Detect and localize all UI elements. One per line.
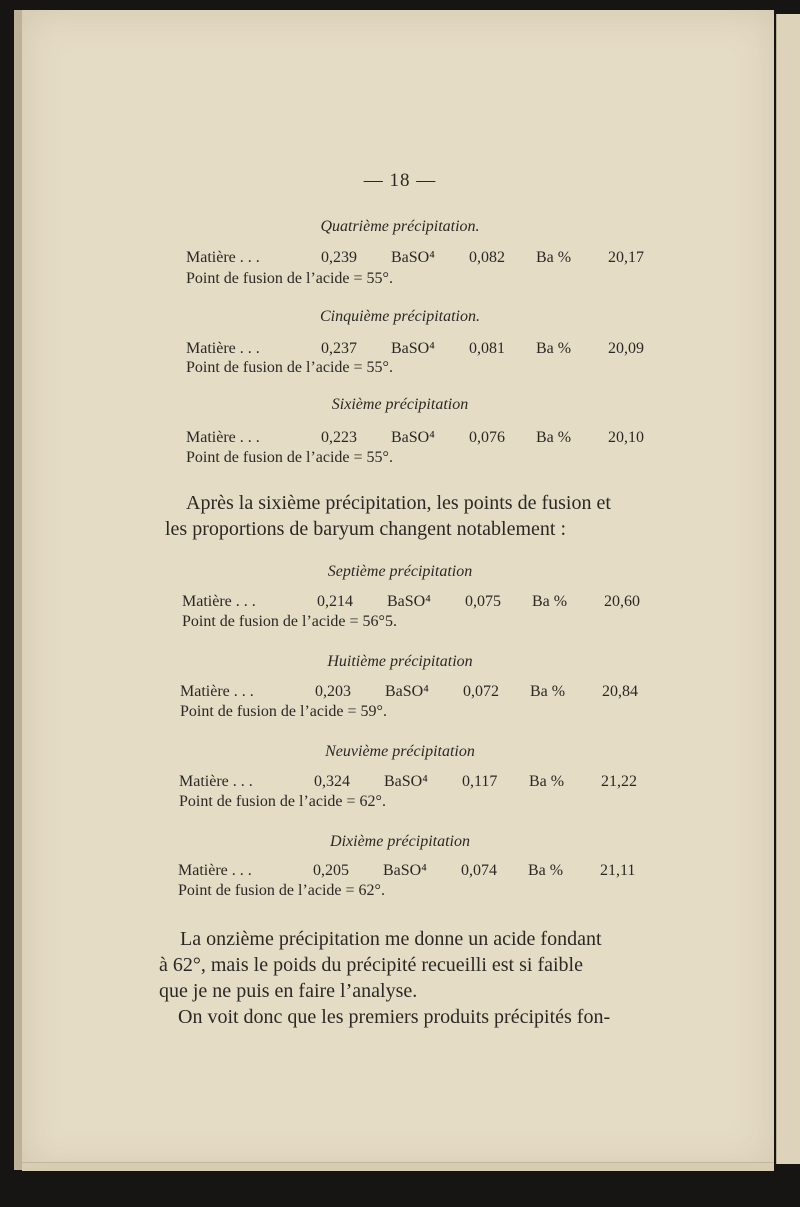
baso4-label: BaSO⁴ [391,340,435,357]
ba-percent-value: 20,17 [608,249,644,266]
matiere-label: Matière . . . [186,429,260,446]
paragraph-line: que je ne puis en faire l’analyse. [159,980,418,1002]
matiere-label: Matière . . . [180,683,254,700]
matiere-mass: 0,214 [317,593,353,610]
fusion-point: Point de fusion de l’acide = 56°5. [182,613,397,630]
section-heading: Neuvième précipitation [325,743,475,760]
baso4-label: BaSO⁴ [383,862,427,879]
fusion-point: Point de fusion de l’acide = 59°. [180,703,387,720]
matiere-mass: 0,205 [313,862,349,879]
ba-percent-label: Ba % [528,862,564,879]
fusion-point: Point de fusion de l’acide = 55°. [186,449,393,466]
matiere-mass: 0,239 [321,249,357,266]
ba-percent-value: 20,60 [604,593,640,610]
paragraph-line: La onzième précipitation me donne un acide fondant [180,928,602,950]
paragraph-line: Après la sixième précipitation, les points de fusion et [186,492,611,514]
ba-percent-label: Ba % [536,429,572,446]
paragraph-line: à 62°, mais le poids du précipité recueilli est si faible [159,954,583,976]
section-heading: Sixième précipitation [331,396,469,413]
section-heading: Huitième précipitation [327,653,473,670]
matiere-mass: 0,223 [321,429,357,446]
matiere-mass: 0,324 [314,773,350,790]
baso4-label: BaSO⁴ [384,773,428,790]
matiere-label: Matière . . . [179,773,253,790]
ba-percent-value: 20,09 [608,340,644,357]
fusion-point: Point de fusion de l’acide = 62°. [178,882,385,899]
baso4-weight: 0,082 [469,249,505,266]
paragraph-line: les proportions de baryum changent notablement : [165,518,567,540]
matiere-mass: 0,203 [315,683,351,700]
baso4-weight: 0,074 [461,862,497,879]
baso4-weight: 0,072 [463,683,499,700]
matiere-label: Matière . . . [182,593,256,610]
baso4-weight: 0,076 [469,429,505,446]
baso4-weight: 0,075 [465,593,501,610]
ba-percent-label: Ba % [529,773,565,790]
section-heading: Dixième précipitation [330,833,470,850]
section-heading: Quatrième précipitation. [320,218,480,235]
matiere-label: Matière . . . [186,249,260,266]
baso4-label: BaSO⁴ [391,249,435,266]
ba-percent-label: Ba % [532,593,568,610]
ba-percent-value: 20,84 [602,683,638,700]
section-heading: Septième précipitation [327,563,473,580]
ba-percent-value: 20,10 [608,429,644,446]
ba-percent-value: 21,22 [601,773,637,790]
fusion-point: Point de fusion de l’acide = 62°. [179,793,386,810]
baso4-label: BaSO⁴ [385,683,429,700]
matiere-mass: 0,237 [321,340,357,357]
paragraph-line: On voit donc que les premiers produits précipités fon- [178,1006,611,1028]
page-number: — 18 — [363,170,437,191]
section-heading: Cinquième précipitation. [320,308,480,325]
baso4-label: BaSO⁴ [391,429,435,446]
fusion-point: Point de fusion de l’acide = 55°. [186,270,393,287]
ba-percent-label: Ba % [536,340,572,357]
page-bottom-edge [22,1162,774,1171]
matiere-label: Matière . . . [178,862,252,879]
baso4-label: BaSO⁴ [387,593,431,610]
ba-percent-label: Ba % [536,249,572,266]
baso4-weight: 0,081 [469,340,505,357]
fusion-point: Point de fusion de l’acide = 55°. [186,359,393,376]
ba-percent-label: Ba % [530,683,566,700]
matiere-label: Matière . . . [186,340,260,357]
ba-percent-value: 21,11 [600,862,636,879]
baso4-weight: 0,117 [462,773,498,790]
